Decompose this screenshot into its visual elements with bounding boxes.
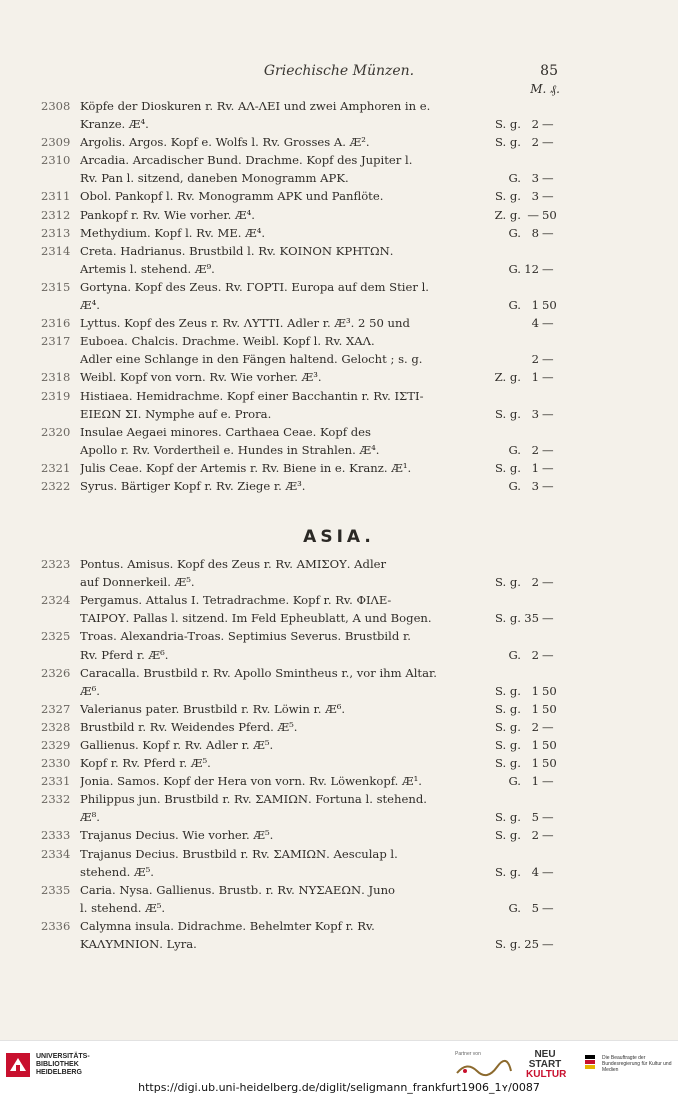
entry-line: [0, 700, 678, 718]
entry-line: [0, 736, 678, 754]
catalog-entry: [0, 881, 678, 917]
entry-description: Arcadia. Arcadischer Bund. Drachme. Kopf des Jupiter l.: [80, 153, 413, 168]
entry-line: [0, 664, 678, 682]
lot-number: 2314: [41, 243, 71, 258]
condition-grade: S. g.: [494, 937, 521, 952]
entry-description: Valerianus pater. Brustbild r. Rv. Löwin r. Æ⁶.: [80, 701, 346, 716]
lot-number: 2324: [41, 593, 71, 608]
condition-grade: S. g.: [494, 864, 521, 879]
entry-description: Rv. Pan l. sitzend, daneben Monogramm ΑΡΚ.: [80, 171, 349, 186]
entry-line: [0, 718, 678, 736]
lot-number: 2319: [41, 388, 71, 403]
condition-grade: S. g.: [494, 460, 521, 475]
price-pfennig: 50: [542, 756, 557, 771]
entry-line: [0, 187, 678, 205]
entry-description: Artemis l. stehend. Æ⁹.: [80, 261, 215, 276]
price-pfennig: 50: [542, 738, 557, 752]
catalog-entry: [0, 772, 678, 790]
entry-description: Euboea. Chalcis. Drachme. Weibl. Kopf l. Rv. ΧΑΛ.: [80, 334, 375, 349]
catalog-entry: [0, 459, 678, 477]
catalog-entry: [0, 917, 678, 953]
price-marks: 2: [531, 575, 539, 590]
catalog-entry: [0, 718, 678, 736]
entry-line: [0, 646, 678, 664]
entry-description: Histiaea. Hemidrachme. Kopf einer Bacchantin r. Rv. ΙΣΤΙ-: [80, 388, 424, 403]
entry-line: [0, 423, 678, 441]
condition-grade: S. g.: [494, 575, 521, 590]
entry-line: [0, 387, 678, 405]
lot-number: 2313: [41, 225, 71, 240]
entry-description: Kopf r. Rv. Pferd r. Æ⁵.: [80, 756, 211, 771]
condition-grade: G.: [508, 261, 521, 276]
entry-line: [0, 260, 678, 278]
entry-description: Insulae Aegaei minores. Carthaea Ceae. Kopf des: [80, 424, 371, 439]
price-pfennig: —: [542, 225, 554, 240]
catalog-entry: [0, 224, 678, 242]
greek-coins-list: [0, 97, 678, 495]
page-number: 85: [540, 63, 558, 79]
catalog-entry: [0, 133, 678, 151]
entry-description: Æ⁶.: [80, 683, 100, 698]
price-pfennig: —: [542, 316, 554, 331]
running-header-title: Griechische Münzen.: [263, 63, 415, 79]
lot-number: 2315: [41, 279, 71, 294]
partner-logo-icon: [455, 1059, 513, 1077]
price-pfennig: —: [542, 647, 554, 662]
entry-description: Creta. Hadrianus. Brustbild l. Rv. ΚΟΙΝΟΝ ΚΡΗΤΩΝ.: [80, 243, 394, 258]
price-marks: 1: [531, 738, 539, 752]
condition-grade: S. g.: [494, 738, 521, 752]
entry-line: [0, 591, 678, 609]
entry-description: Gallienus. Kopf r. Rv. Adler r. Æ⁵.: [80, 738, 274, 752]
condition-grade: G.: [508, 647, 521, 662]
lot-number: 2325: [41, 629, 71, 644]
catalog-entry: [0, 278, 678, 314]
lot-number: 2311: [41, 189, 71, 204]
entry-description: Julis Ceae. Kopf der Artemis r. Rv. Biene in e. Kranz. Æ¹.: [80, 460, 412, 475]
price-pfennig: —: [542, 189, 554, 204]
price-pfennig: —: [542, 460, 554, 475]
condition-grade: S. g.: [494, 756, 521, 771]
price-marks: 1: [531, 298, 539, 313]
entry-description: Kranze. Æ⁴.: [80, 117, 149, 132]
entry-description: Apollo r. Rv. Vordertheil e. Hundes in Strahlen. Æ⁴.: [80, 442, 380, 457]
entry-line: [0, 826, 678, 844]
lot-number: 2320: [41, 424, 71, 439]
condition-grade: S. g.: [494, 135, 521, 150]
price-marks: 12: [524, 261, 539, 276]
price-marks: —: [527, 207, 539, 222]
entry-description: Troas. Alexandria-Troas. Septimius Severus. Brustbild r.: [80, 629, 411, 644]
condition-grade: S. g.: [494, 828, 521, 843]
entry-line: [0, 754, 678, 772]
price-pfennig: —: [542, 478, 554, 493]
price-marks: 35: [524, 611, 539, 626]
entry-line: [0, 97, 678, 115]
lot-number: 2317: [41, 334, 71, 349]
lot-number: 2312: [41, 207, 71, 222]
entry-description: ΤΑΙΡΟΥ. Pallas l. sitzend. Im Feld Epheublatt, A und Bogen.: [80, 611, 432, 626]
entry-line: [0, 627, 678, 645]
lot-number: 2310: [41, 153, 71, 168]
entry-description: Pontus. Amisus. Kopf des Zeus r. Rv. ΑΜΙΣΟΥ. Adler: [80, 557, 387, 572]
lot-number: 2323: [41, 557, 71, 572]
lot-number: 2329: [41, 738, 71, 752]
condition-grade: G.: [508, 900, 521, 915]
price-marks: 5: [531, 900, 539, 915]
price-pfennig: —: [542, 117, 554, 132]
price-pfennig: —: [542, 261, 554, 276]
price-pfennig: —: [542, 719, 554, 734]
catalog-entry: [0, 591, 678, 627]
price-marks: 1: [531, 683, 539, 698]
catalog-entry: [0, 206, 678, 224]
entry-description: Lyttus. Kopf des Zeus r. Rv. ΛΥΤΤΙ. Adler r. Æ³. 2 50 und: [80, 316, 410, 331]
price-marks: 2: [531, 719, 539, 734]
lot-number: 2326: [41, 665, 71, 680]
price-pfennig: 50: [542, 298, 557, 313]
condition-grade: S. g.: [494, 117, 521, 132]
entry-line: [0, 206, 678, 224]
entry-line: [0, 917, 678, 935]
price-pfennig: 50: [542, 683, 557, 698]
lot-number: 2309: [41, 135, 71, 150]
entry-description: Pankopf r. Rv. Wie vorher. Æ⁴.: [80, 207, 255, 222]
lot-number: 2336: [41, 918, 71, 933]
price-pfennig: —: [542, 135, 554, 150]
entry-line: [0, 790, 678, 808]
entry-line: [0, 151, 678, 169]
catalog-entries: [0, 97, 678, 953]
price-pfennig: —: [542, 810, 554, 825]
entry-line: [0, 368, 678, 386]
condition-grade: G.: [508, 171, 521, 186]
entry-line: [0, 441, 678, 459]
entry-description: Gortyna. Kopf des Zeus. Rv. ΓΟΡΤΙ. Europa auf dem Stier l.: [80, 279, 429, 294]
condition-grade: S. g.: [494, 406, 521, 421]
entry-line: [0, 682, 678, 700]
entry-description: ΕΙΕΩΝ ΣΙ. Nymphe auf e. Prora.: [80, 406, 272, 421]
price-marks: 1: [531, 460, 539, 475]
entry-description: Methydium. Kopf l. Rv. ΜΕ. Æ⁴.: [80, 225, 266, 240]
entry-line: [0, 133, 678, 151]
entry-line: [0, 477, 678, 495]
entry-description: Brustbild r. Rv. Weidendes Pferd. Æ⁵.: [80, 719, 298, 734]
price-marks: 8: [531, 225, 539, 240]
lot-number: 2330: [41, 756, 71, 771]
entry-description: Caracalla. Brustbild r. Rv. Apollo Smintheus r., vor ihm Altar.: [80, 665, 437, 680]
price-pfennig: 50: [542, 207, 557, 222]
price-pfennig: —: [542, 828, 554, 843]
entry-line: [0, 935, 678, 953]
entry-description: Köpfe der Dioskuren r. Rv. ΑΛ-ΛΕΙ und zwei Amphoren in e.: [80, 99, 431, 113]
entry-description: stehend. Æ⁵.: [80, 864, 154, 879]
entry-line: [0, 808, 678, 826]
catalog-entry: [0, 664, 678, 700]
price-pfennig: —: [542, 370, 554, 385]
entry-description: Rv. Pferd r. Æ⁶.: [80, 647, 169, 662]
price-marks: 1: [531, 756, 539, 771]
price-pfennig: —: [542, 352, 554, 367]
entry-description: Jonia. Samos. Kopf der Hera von vorn. Rv. Löwenkopf. Æ¹.: [80, 774, 422, 789]
condition-grade: S. g.: [494, 189, 521, 204]
entry-description: Weibl. Kopf von vorn. Rv. Wie vorher. Æ³.: [80, 370, 322, 385]
price-marks: 3: [531, 478, 539, 493]
entry-description: Argolis. Argos. Kopf e. Wolfs l. Rv. Grosses A. Æ².: [80, 135, 370, 150]
price-pfennig: —: [542, 611, 554, 626]
lot-number: 2321: [41, 460, 71, 475]
catalog-entry: [0, 387, 678, 423]
lot-number: 2334: [41, 846, 71, 861]
entry-description: Adler eine Schlange in den Fängen haltend. Gelocht ; s. g.: [80, 352, 423, 367]
entry-description: Trajanus Decius. Wie vorher. Æ⁵.: [80, 828, 274, 843]
entry-line: [0, 332, 678, 350]
currency-header: M. ₰.: [530, 82, 560, 96]
asia-coins-list: [0, 555, 678, 953]
price-marks: 2: [531, 352, 539, 367]
entry-line: [0, 314, 678, 332]
price-marks: 1: [531, 701, 539, 716]
catalog-entry: [0, 700, 678, 718]
entry-description: Trajanus Decius. Brustbild r. Rv. ΣΑΜΙΩΝ. Aesculap l.: [80, 846, 398, 861]
condition-grade: G.: [508, 298, 521, 313]
condition-grade: S. g.: [494, 683, 521, 698]
price-marks: 2: [531, 135, 539, 150]
catalog-entry: [0, 627, 678, 663]
entry-line: [0, 899, 678, 917]
lot-number: 2316: [41, 316, 71, 331]
price-pfennig: 50: [542, 701, 557, 716]
condition-grade: S. g.: [494, 611, 521, 626]
price-marks: 4: [531, 864, 539, 879]
lot-number: 2335: [41, 882, 71, 897]
price-marks: 25: [524, 937, 539, 952]
catalog-entry: [0, 368, 678, 386]
price-pfennig: —: [542, 864, 554, 879]
price-marks: 3: [531, 406, 539, 421]
entry-description: Caria. Nysa. Gallienus. Brustb. r. Rv. ΝΥΣΑΕΩΝ. Juno: [80, 882, 396, 897]
price-marks: 1: [531, 370, 539, 385]
condition-grade: G.: [508, 442, 521, 457]
partner-label: Partner von: [455, 1051, 481, 1057]
entry-description: Pergamus. Attalus I. Tetradrachme. Kopf r. Rv. ΦΙΛΕ-: [80, 593, 392, 608]
entry-line: [0, 296, 678, 314]
entry-line: [0, 224, 678, 242]
price-marks: 1: [531, 774, 539, 789]
catalog-entry: [0, 736, 678, 754]
entry-description: auf Donnerkeil. Æ⁵.: [80, 575, 195, 590]
lot-number: 2322: [41, 478, 71, 493]
entry-line: [0, 555, 678, 573]
entry-line: [0, 242, 678, 260]
catalog-entry: [0, 151, 678, 187]
entry-line: [0, 350, 678, 368]
price-marks: 5: [531, 810, 539, 825]
catalog-entry: [0, 845, 678, 881]
price-marks: 2: [531, 117, 539, 132]
university-library-name: UNIVERSITÄTS- BIBLIOTHEK HEIDELBERG: [36, 1053, 90, 1076]
catalog-entry: [0, 314, 678, 332]
price-marks: 2: [531, 442, 539, 457]
price-marks: 2: [531, 647, 539, 662]
federal-eagle-icon: [585, 1055, 595, 1069]
entry-line: [0, 278, 678, 296]
neustart-kultur-logo: NEU START KULTUR: [526, 1049, 567, 1080]
entry-description: ΚΑΛΥΜΝΙΟΝ. Lyra.: [80, 937, 197, 952]
entry-line: [0, 405, 678, 423]
catalog-entry: [0, 187, 678, 205]
catalog-entry: [0, 242, 678, 278]
entry-line: [0, 772, 678, 790]
entry-line: [0, 881, 678, 899]
federal-commissioner-text: Die Beauftragte der Bundesregierung für Kultur und Medien: [602, 1055, 672, 1073]
section-title-asia: ASIA.: [303, 527, 375, 548]
lot-number: 2327: [41, 701, 71, 716]
price-pfennig: —: [542, 406, 554, 421]
condition-grade: S. g.: [494, 719, 521, 734]
entry-line: [0, 169, 678, 187]
entry-line: [0, 573, 678, 591]
entry-line: [0, 115, 678, 133]
entry-line: [0, 845, 678, 863]
entry-description: Æ⁸.: [80, 810, 100, 825]
catalog-entry: [0, 477, 678, 495]
digital-library-url[interactable]: https://digi.ub.uni-heidelberg.de/diglit/seligmann_frankfurt1906_1ʏ/0087: [138, 1081, 540, 1094]
catalog-entry: [0, 826, 678, 844]
lot-number: 2308: [41, 99, 71, 113]
entry-description: Philippus jun. Brustbild r. Rv. ΣΑΜΙΩΝ. Fortuna l. stehend.: [80, 792, 427, 807]
catalog-entry: [0, 423, 678, 459]
entry-line: [0, 459, 678, 477]
catalog-entry: [0, 790, 678, 826]
condition-grade: Z. g.: [494, 370, 521, 385]
price-marks: 3: [531, 171, 539, 186]
condition-grade: G.: [508, 478, 521, 493]
university-library-logo-icon: [6, 1053, 30, 1077]
catalog-entry: [0, 754, 678, 772]
lot-number: 2328: [41, 719, 71, 734]
price-marks: 4: [531, 316, 539, 331]
price-pfennig: —: [542, 774, 554, 789]
price-pfennig: —: [542, 442, 554, 457]
price-pfennig: —: [542, 575, 554, 590]
catalog-entry: [0, 97, 678, 133]
lot-number: 2331: [41, 774, 71, 789]
condition-grade: G.: [508, 225, 521, 240]
condition-grade: S. g.: [494, 810, 521, 825]
catalog-entry: [0, 555, 678, 591]
entry-description: Calymna insula. Didrachme. Behelmter Kopf r. Rv.: [80, 918, 375, 933]
catalog-entry: [0, 332, 678, 368]
entry-description: Obol. Pankopf l. Rv. Monogramm ΑΡΚ und Panflöte.: [80, 189, 384, 204]
entry-line: [0, 863, 678, 881]
entry-description: Syrus. Bärtiger Kopf r. Rv. Ziege r. Æ³.: [80, 478, 306, 493]
condition-grade: S. g.: [494, 701, 521, 716]
entry-description: Æ⁴.: [80, 298, 100, 313]
lot-number: 2333: [41, 828, 71, 843]
lot-number: 2332: [41, 792, 71, 807]
price-marks: 3: [531, 189, 539, 204]
condition-grade: G.: [508, 774, 521, 789]
price-pfennig: —: [542, 937, 554, 952]
price-marks: 2: [531, 828, 539, 843]
price-pfennig: —: [542, 900, 554, 915]
entry-description: l. stehend. Æ⁵.: [80, 900, 166, 915]
condition-grade: Z. g.: [494, 207, 521, 222]
lot-number: 2318: [41, 370, 71, 385]
price-pfennig: —: [542, 171, 554, 186]
entry-line: [0, 609, 678, 627]
